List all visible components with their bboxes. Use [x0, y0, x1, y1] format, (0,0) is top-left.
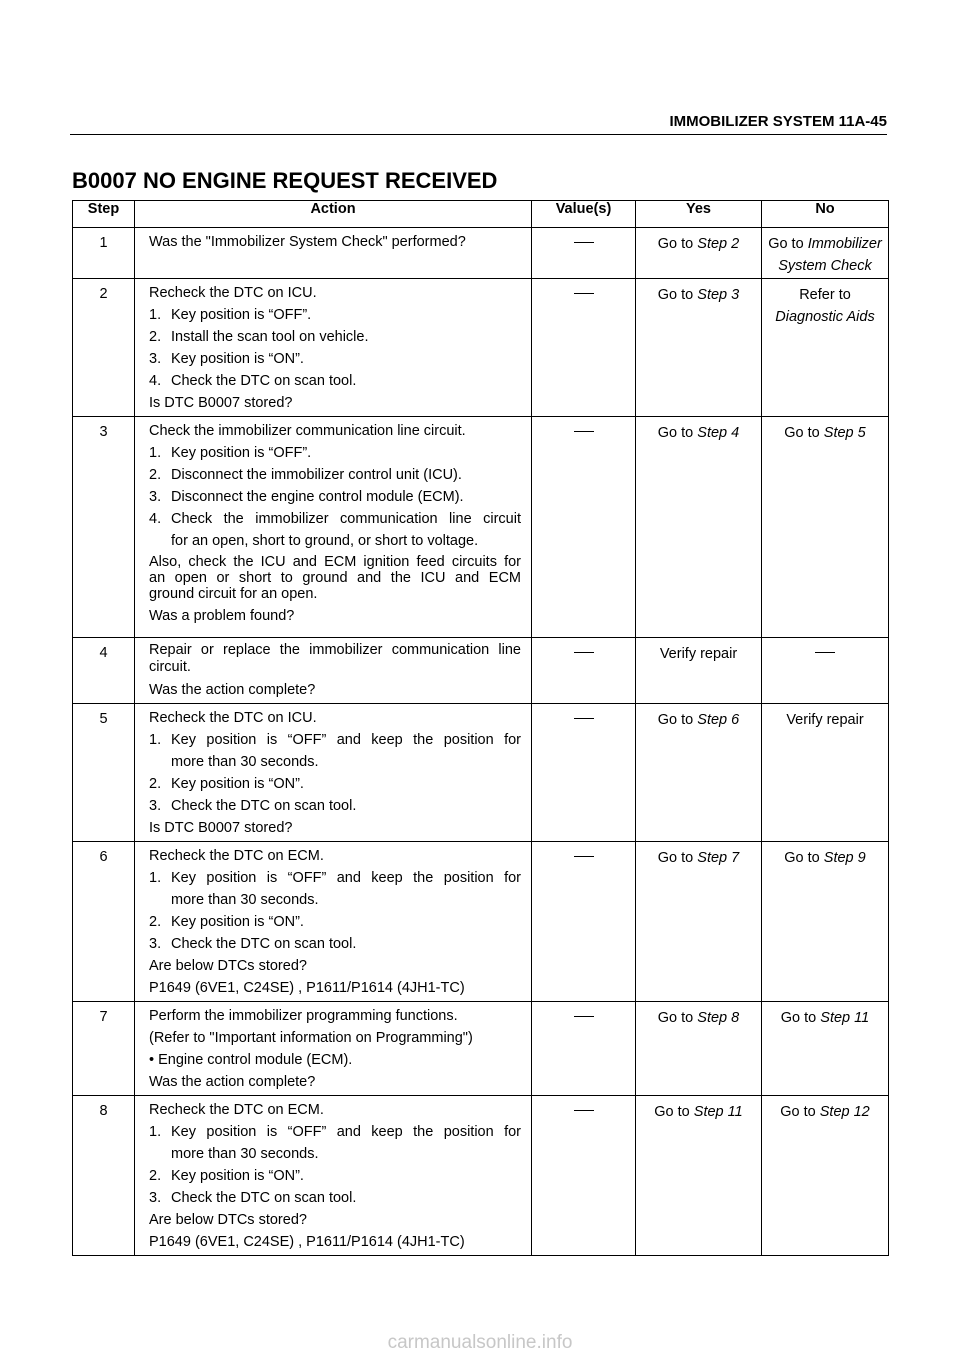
- table-row: [73, 228, 889, 279]
- verify-repair-text: Verify repair: [659, 646, 738, 662]
- list-item: 3. Check the DTC on scan tool.: [149, 1190, 357, 1206]
- go-to-label: Go to: [780, 1010, 817, 1026]
- step-link[interactable]: Step 4: [697, 425, 740, 441]
- step-link[interactable]: Step 3: [697, 287, 740, 303]
- step-number: 4: [73, 638, 135, 704]
- table-row: [73, 417, 889, 638]
- yes-cell: [636, 228, 762, 279]
- no-cell: [762, 638, 889, 704]
- table-row: [73, 1002, 889, 1096]
- list-item: 2. Install the scan tool on vehicle.: [149, 329, 369, 345]
- list-item: 2. Key position is “ON”.: [149, 914, 304, 930]
- list-item: 1. Key position is “OFF”.: [149, 307, 312, 323]
- step-link[interactable]: Step 11: [693, 1104, 743, 1120]
- go-to-label: Go to: [784, 850, 820, 866]
- list-item-continuation: more than 30 seconds.: [171, 754, 319, 770]
- value-cell: [532, 228, 636, 279]
- go-to-label: Go to: [657, 1010, 694, 1026]
- step-number: 2: [73, 279, 135, 417]
- yes-cell: [636, 1002, 762, 1096]
- action-cell: [135, 638, 532, 704]
- list-item: 2. Disconnect the immobilizer control unit (ICU).: [149, 467, 462, 483]
- list-item: 1. Key position is “OFF” and keep the position for: [149, 732, 521, 748]
- table-row: [73, 638, 889, 704]
- value-cell: [532, 704, 636, 842]
- verify-repair-text: Verify repair: [786, 712, 864, 728]
- action-cell: [135, 417, 532, 638]
- table-header-row: [73, 201, 889, 228]
- dash-mark: [815, 652, 835, 653]
- list-item: 3. Check the DTC on scan tool.: [149, 936, 357, 952]
- question-text: Is DTC B0007 stored?: [149, 395, 293, 411]
- list-item: 4. Check the immobilizer communication line circuit: [149, 511, 521, 527]
- step-link[interactable]: Step 11: [820, 1010, 870, 1026]
- dash-mark: [574, 293, 594, 294]
- value-cell: [532, 1096, 636, 1256]
- action-paragraph: Also, check the ICU and ECM ignition feed circuits for an open or short to ground and the ICU and ECM ground circuit for an open.: [149, 554, 521, 602]
- table-row: [73, 842, 889, 1002]
- value-cell: [532, 842, 636, 1002]
- dash-mark: [574, 1016, 594, 1017]
- step-number: 8: [73, 1096, 135, 1256]
- step-number: 6: [73, 842, 135, 1002]
- dtc-list-text: P1649 (6VE1, C24SE) , P1611/P1614 (4JH1-TC): [149, 1234, 465, 1250]
- go-to-label: Go to: [654, 1104, 690, 1120]
- list-item: 1. Key position is “OFF”.: [149, 445, 312, 461]
- no-cell: [762, 1002, 889, 1096]
- list-item-continuation: more than 30 seconds.: [171, 892, 319, 908]
- bullet-icon: •: [149, 1052, 155, 1068]
- table-row: [73, 279, 889, 417]
- dash-mark: [574, 718, 594, 719]
- step-link[interactable]: Step 5: [823, 425, 866, 441]
- list-item: 2. Key position is “ON”.: [149, 1168, 304, 1184]
- action-cell: [135, 704, 532, 842]
- table-row: [73, 704, 889, 842]
- go-to-label: Go to: [784, 425, 820, 441]
- dash-mark: [574, 1110, 594, 1111]
- column-header-step: Step: [73, 201, 135, 228]
- list-item: 1. Key position is “OFF” and keep the position for: [149, 870, 521, 886]
- action-cell: [135, 842, 532, 1002]
- yes-cell: [636, 1096, 762, 1256]
- reference-link[interactable]: Diagnostic Aids: [775, 309, 875, 325]
- action-text: Recheck the DTC on ECM.: [149, 848, 324, 864]
- reference-link[interactable]: Immobilizer: [807, 236, 882, 252]
- step-link[interactable]: Step 6: [697, 712, 740, 728]
- yes-cell: [636, 279, 762, 417]
- list-item: 4. Check the DTC on scan tool.: [149, 373, 357, 389]
- step-number: 1: [73, 228, 135, 279]
- go-to-label: Go to: [657, 850, 694, 866]
- value-cell: [532, 1002, 636, 1096]
- column-header-action: Action: [135, 201, 532, 228]
- go-to-label: Go to: [657, 425, 694, 441]
- step-link[interactable]: Step 2: [697, 236, 740, 252]
- action-cell: [135, 228, 532, 279]
- dash-mark: [574, 431, 594, 432]
- value-cell: [532, 638, 636, 704]
- value-cell: [532, 279, 636, 417]
- no-cell: [762, 1096, 889, 1256]
- column-header-no: No: [762, 201, 889, 228]
- step-link[interactable]: Step 7: [697, 850, 740, 866]
- go-to-label: Go to: [780, 1104, 816, 1120]
- page-title: B0007 NO ENGINE REQUEST RECEIVED: [72, 168, 498, 193]
- list-item: 3. Check the DTC on scan tool.: [149, 798, 357, 814]
- no-cell: [762, 842, 889, 1002]
- running-header: IMMOBILIZER SYSTEM 11A-45: [70, 112, 887, 135]
- note-text: (Refer to "Important information on Programming"): [149, 1030, 473, 1046]
- action-text: Recheck the DTC on ICU.: [149, 285, 317, 301]
- step-number: 5: [73, 704, 135, 842]
- action-cell: [135, 1002, 532, 1096]
- question-text: Was the action complete?: [149, 682, 316, 698]
- question-text: Are below DTCs stored?: [149, 958, 307, 974]
- list-item-continuation: for an open, short to ground, or short to voltage.: [171, 533, 479, 549]
- reference-link[interactable]: System Check: [778, 258, 872, 274]
- action-text: Perform the immobilizer programming functions.: [149, 1008, 458, 1024]
- list-item-continuation: more than 30 seconds.: [171, 1146, 319, 1162]
- yes-cell: [636, 638, 762, 704]
- yes-cell: [636, 842, 762, 1002]
- yes-cell: [636, 704, 762, 842]
- question-text: Was the action complete?: [149, 1074, 316, 1090]
- dash-mark: [574, 652, 594, 653]
- step-number: 3: [73, 417, 135, 638]
- question-text: Was a problem found?: [149, 608, 295, 624]
- list-item: 1. Key position is “OFF” and keep the position for: [149, 1124, 521, 1140]
- value-cell: [532, 417, 636, 638]
- step-link[interactable]: Step 9: [823, 850, 866, 866]
- no-cell: [762, 704, 889, 842]
- action-cell: [135, 1096, 532, 1256]
- step-link[interactable]: Step 8: [697, 1010, 740, 1026]
- question-text: Is DTC B0007 stored?: [149, 820, 293, 836]
- step-number: 7: [73, 1002, 135, 1096]
- question-text: Are below DTCs stored?: [149, 1212, 307, 1228]
- go-to-label: Go to: [768, 236, 804, 252]
- list-item: 2. Key position is “ON”.: [149, 776, 304, 792]
- action-text: Check the immobilizer communication line circuit.: [149, 423, 466, 439]
- dtc-list-text: P1649 (6VE1, C24SE) , P1611/P1614 (4JH1-TC): [149, 980, 465, 996]
- step-link[interactable]: Step 12: [819, 1104, 870, 1120]
- list-item: 3. Key position is “ON”.: [149, 351, 304, 367]
- no-cell: [762, 279, 889, 417]
- action-text: Recheck the DTC on ECM.: [149, 1102, 324, 1118]
- action-cell: [135, 279, 532, 417]
- dash-mark: [574, 856, 594, 857]
- bullet-item: • Engine control module (ECM).: [149, 1052, 353, 1068]
- list-item: 3. Disconnect the engine control module (ECM).: [149, 489, 464, 505]
- go-to-label: Go to: [657, 712, 694, 728]
- watermark: carmanualsonline.info: [387, 1332, 573, 1353]
- action-text: Recheck the DTC on ICU.: [149, 710, 317, 726]
- action-text: Was the "Immobilizer System Check" performed?: [149, 234, 466, 250]
- diagnostic-table: [72, 200, 889, 1256]
- no-cell: [762, 228, 889, 279]
- go-to-label: Go to: [657, 236, 694, 252]
- dash-mark: [574, 242, 594, 243]
- no-cell: [762, 417, 889, 638]
- table-row: [73, 1096, 889, 1256]
- yes-cell: [636, 417, 762, 638]
- action-paragraph: Repair or replace the immobilizer communication line circuit.: [149, 642, 521, 675]
- go-to-label: Go to: [657, 287, 694, 303]
- column-header-yes: Yes: [636, 201, 762, 228]
- refer-to-label: Refer to: [799, 287, 851, 303]
- column-header-values: Value(s): [532, 201, 636, 228]
